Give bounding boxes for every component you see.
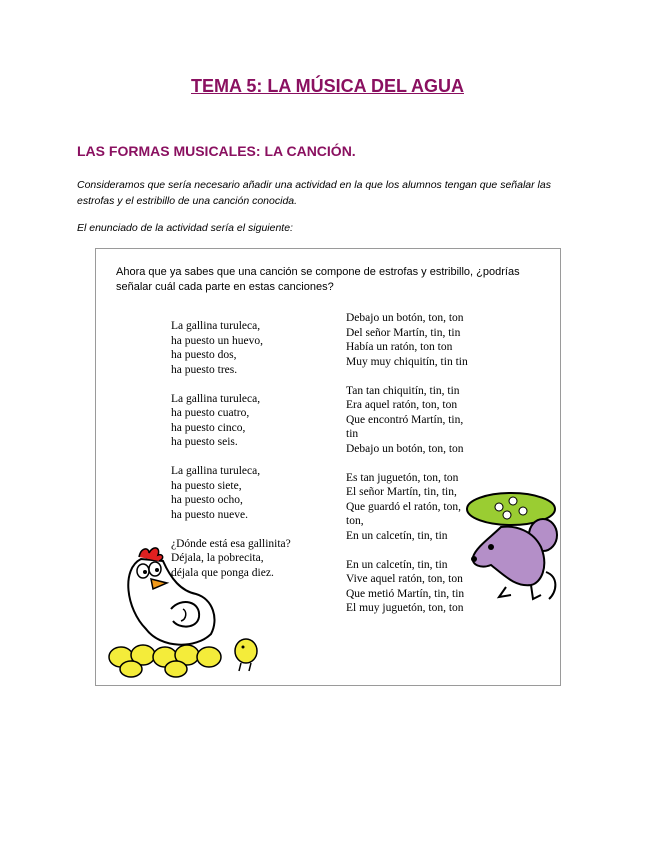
poem-line: ha puesto tres. [171, 363, 238, 376]
poem-line: ha puesto cuatro, [171, 407, 250, 419]
raton-stanza [346, 471, 476, 544]
poem-line: ha puesto dos, [171, 349, 237, 361]
poem-line: Es tan juguetón, ton, ton [346, 471, 459, 484]
poem-line: ha puesto ocho, [171, 494, 243, 506]
intro-statement: El enunciado de la actividad sería el siguiente: [77, 222, 293, 234]
raton-stanza [346, 311, 476, 369]
poem-line: ha puesto cinco, [171, 421, 246, 434]
poem-line: ha puesto seis. [171, 436, 238, 448]
poem-line: Era aquel ratón, ton, ton [346, 399, 458, 411]
poem-line: Debajo un botón, ton, ton [346, 442, 464, 455]
hen-illustration [101, 539, 266, 679]
gallina-stanza [171, 319, 291, 377]
poem-line: Que metió Martín, tin, tin [346, 587, 465, 600]
poem-line: Del señor Martín, tin, tin [346, 326, 461, 339]
section-heading: LAS FORMAS MUSICALES: LA CANCIÓN. [77, 143, 356, 159]
gallina-stanza [171, 464, 291, 522]
poem-line: La gallina turuleca, [171, 392, 261, 405]
intro-paragraph: Consideramos que sería necesario añadir una actividad en la que los alumnos tengan que señalar las estrofas y el estribillo de una canción conocida. [77, 179, 551, 207]
poem-line: La gallina turuleca, [171, 465, 261, 477]
poem-line: Que guardó el ratón, ton, ton, [346, 500, 461, 527]
poem-line: Debajo un botón, ton, ton [346, 312, 464, 324]
song-raton-martin [346, 311, 476, 630]
poem-line: ha puesto un huevo, [171, 334, 263, 347]
poem-line: El señor Martín, tin, tin, [346, 486, 457, 498]
poem-line: ha puesto siete, [171, 479, 242, 492]
raton-stanza [346, 558, 476, 616]
poem-line: Déjala, la pobrecita, [171, 552, 264, 564]
poem-line: Había un ratón, ton ton [346, 341, 453, 353]
poem-line: Que encontró Martín, tin, tin [346, 413, 464, 440]
activity-question: Ahora que ya sabes que una canción se compone de estrofas y estribillo, ¿podrías señalar cuál cada parte en estas canciones? [116, 266, 520, 293]
poem-line: En un calcetín, tin, tin [346, 558, 448, 571]
poem-line: Muy muy chiquitín, tin tin [346, 355, 468, 368]
page-title: TEMA 5: LA MÚSICA DEL AGUA [191, 76, 464, 96]
raton-stanza [346, 384, 476, 457]
poem-line: ¿Dónde está esa gallinita? [171, 537, 291, 550]
poem-line: Tan tan chiquitín, tin, tin [346, 384, 460, 397]
poem-line: ha puesto nueve. [171, 508, 248, 521]
activity-box [95, 248, 561, 686]
gallina-stanza [171, 392, 291, 450]
poem-line: Vive aquel ratón, ton, ton [346, 573, 463, 585]
poem-line: El muy juguetón, ton, ton [346, 602, 464, 614]
poem-line: La gallina turuleca, [171, 320, 261, 332]
poem-line: déjala que ponga diez. [171, 566, 274, 579]
mouse-illustration [461, 487, 561, 607]
poem-line: En un calcetín, tin, tin [346, 529, 448, 542]
